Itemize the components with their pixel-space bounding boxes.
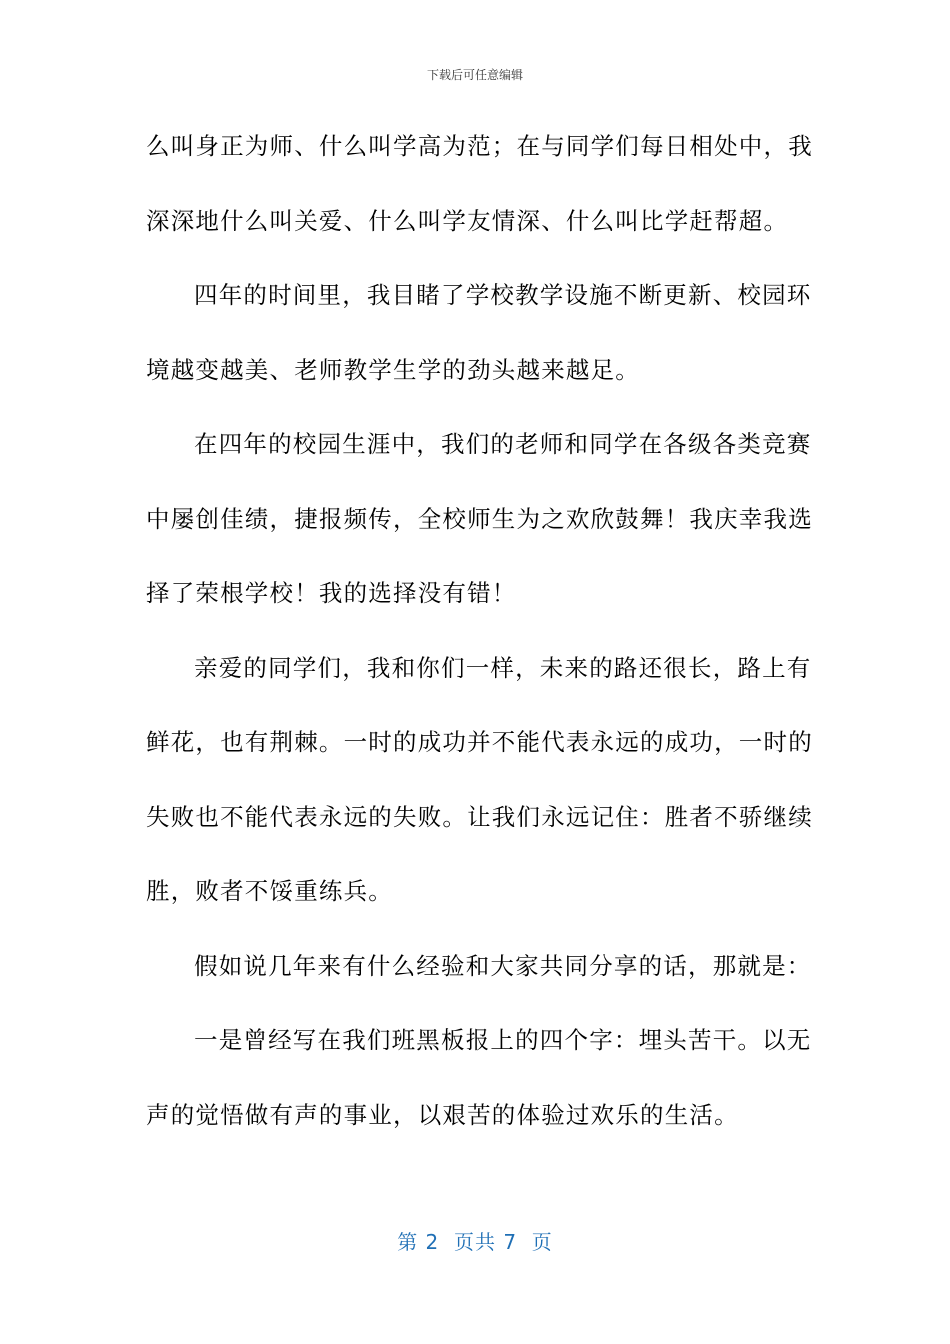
paragraph-start-line: 亲爱的同学们，我和你们一样，未来的路还很长，路上有 [194,653,812,682]
body-text [146,124,813,1167]
text-line: 胜，败者不馁重练兵。 [146,877,393,905]
page-number-footer: 第 2 页共 7 页 [397,1230,553,1254]
paragraph-start-line: 一是曾经写在我们班黑板报上的四个字：埋头苦干。以无 [194,1026,812,1054]
page-header: 下载后可任意编辑 [426,68,523,82]
text-line: 鲜花，也有荆棘。一时的成功并不能代表永远的成功，一时的 [146,728,813,756]
paragraph-start-line: 假如说几年来有什么经验和大家共同分享的话，那就是： [194,951,812,980]
paragraph-start-line: 在四年的校园生涯中，我们的老师和同学在各级各类竞赛 [194,430,812,458]
paragraph-start-line: 四年的时间里，我目睹了学校教学设施不断更新、校园环 [194,281,812,309]
text-line: 么叫身正为师、什么叫学高为范；在与同学们每日相处中，我 [146,132,813,160]
text-line: 深深地什么叫关爱、什么叫学友情深、什么叫比学赶帮超。 [146,206,789,235]
text-line: 失败也不能代表永远的失败。让我们永远记住：胜者不骄继续 [146,802,813,831]
text-line: 境越变越美、老师教学生学的劲头越来越足。 [146,355,640,384]
text-line: 择了荣根学校！我的选择没有错！ [146,579,517,607]
text-line: 中屡创佳绩，捷报频传，全校师生为之欢欣鼓舞！我庆幸我选 [146,504,813,533]
text-line: 声的觉悟做有声的事业，以艰苦的体验过欢乐的生活。 [146,1100,739,1129]
